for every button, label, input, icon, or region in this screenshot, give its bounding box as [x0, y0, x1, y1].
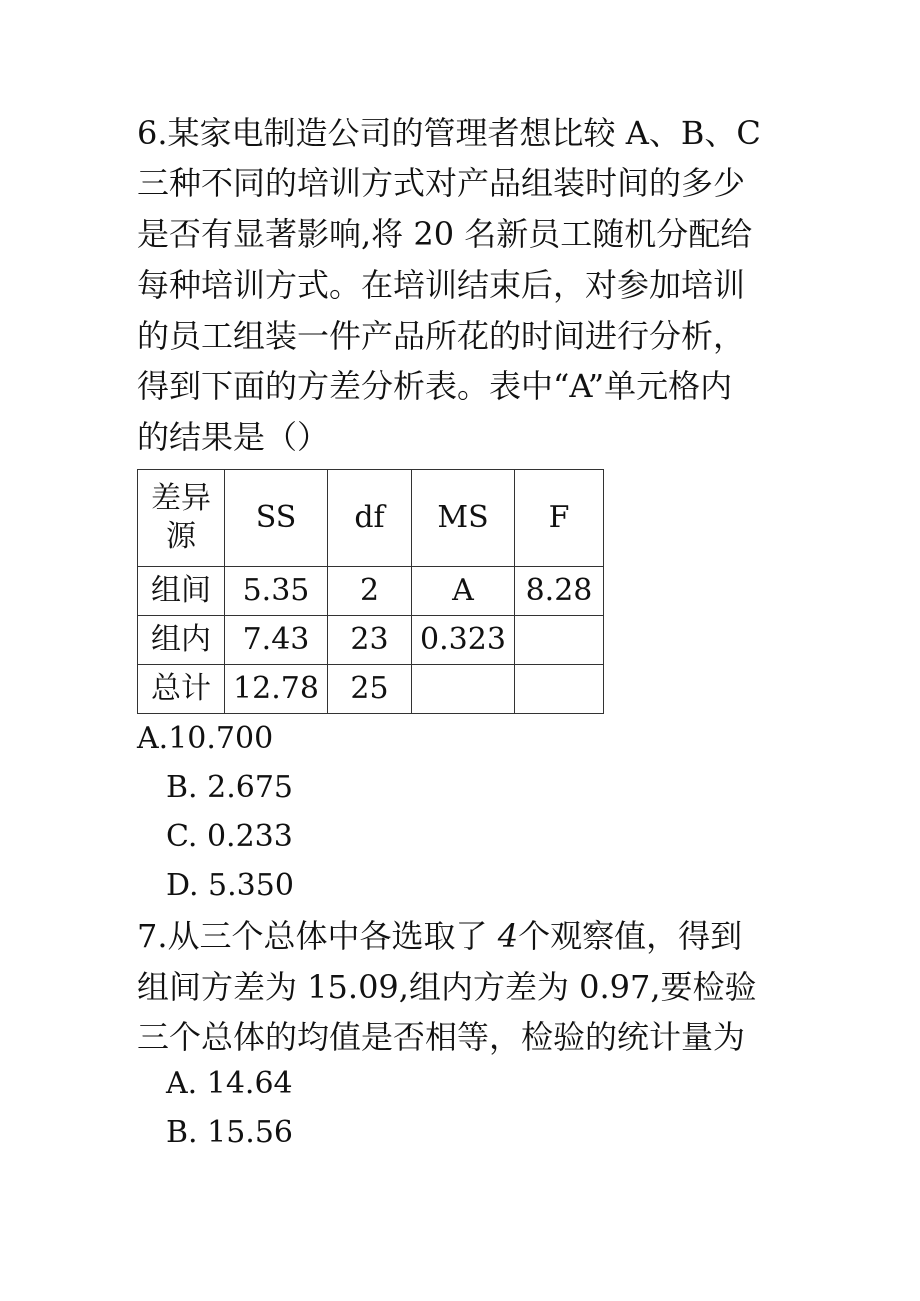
table-cell [515, 665, 604, 714]
q6-line-7: 的结果是（） [137, 418, 330, 456]
q6-option-c[interactable]: C. 0.233 [166, 819, 293, 854]
table-cell: A [412, 567, 515, 616]
q6-line-6: 得到下面的方差分析表。表中“A”单元格内 [137, 367, 733, 405]
table-cell [515, 616, 604, 665]
table-cell: 7.43 [225, 616, 328, 665]
table-cell: 12.78 [225, 665, 328, 714]
q7-sample-size: 4 [497, 917, 519, 955]
table-cell: 5.35 [225, 567, 328, 616]
header-source: 差异源 [138, 470, 225, 567]
table-row [138, 665, 604, 714]
q7-line-1-suffix: 个观察值，得到 [518, 917, 743, 955]
q7-option-b[interactable]: B. 15.56 [166, 1115, 294, 1150]
q7-line-2: 组间方差为 15.09,组内方差为 0.97,要检验 [137, 968, 757, 1006]
header-df: df [328, 470, 412, 567]
table-cell: 组内 [138, 616, 225, 665]
q6-line-5: 的员工组装一件产品所花的时间进行分析， [137, 317, 746, 355]
table-cell: 总计 [138, 665, 225, 714]
table-cell: 组间 [138, 567, 225, 616]
header-f: F [515, 470, 604, 567]
q6-line-2: 三种不同的培训方式对产品组装时间的多少 [137, 164, 746, 202]
q6-line-1: 6.某家电制造公司的管理者想比较 A、B、C [137, 114, 761, 152]
q7-option-a[interactable]: A. 14.64 [166, 1066, 293, 1101]
table-cell: 2 [328, 567, 412, 616]
header-ss: SS [225, 470, 328, 567]
header-ms: MS [412, 470, 515, 567]
table-row [138, 567, 604, 616]
table-cell: 23 [328, 616, 412, 665]
q6-option-a[interactable]: A.10.700 [137, 721, 274, 756]
table-cell [412, 665, 515, 714]
table-row [138, 616, 604, 665]
q6-option-b[interactable]: B. 2.675 [166, 770, 294, 805]
table-header-row [138, 470, 604, 567]
anova-table [137, 469, 604, 714]
q7-line-1-prefix: 7.从三个总体中各选取了 [137, 917, 498, 955]
q6-line-4: 每种培训方式。在培训结束后，对参加培训 [137, 266, 746, 304]
table-cell: 8.28 [515, 567, 604, 616]
table-cell: 25 [328, 665, 412, 714]
table-cell: 0.323 [412, 616, 515, 665]
q6-option-d[interactable]: D. 5.350 [166, 868, 294, 903]
q7-line-1 [137, 916, 742, 956]
q6-line-3: 是否有显著影响,将 20 名新员工随机分配给 [137, 215, 753, 253]
q7-line-3: 三个总体的均值是否相等，检验的统计量为 [137, 1018, 746, 1056]
